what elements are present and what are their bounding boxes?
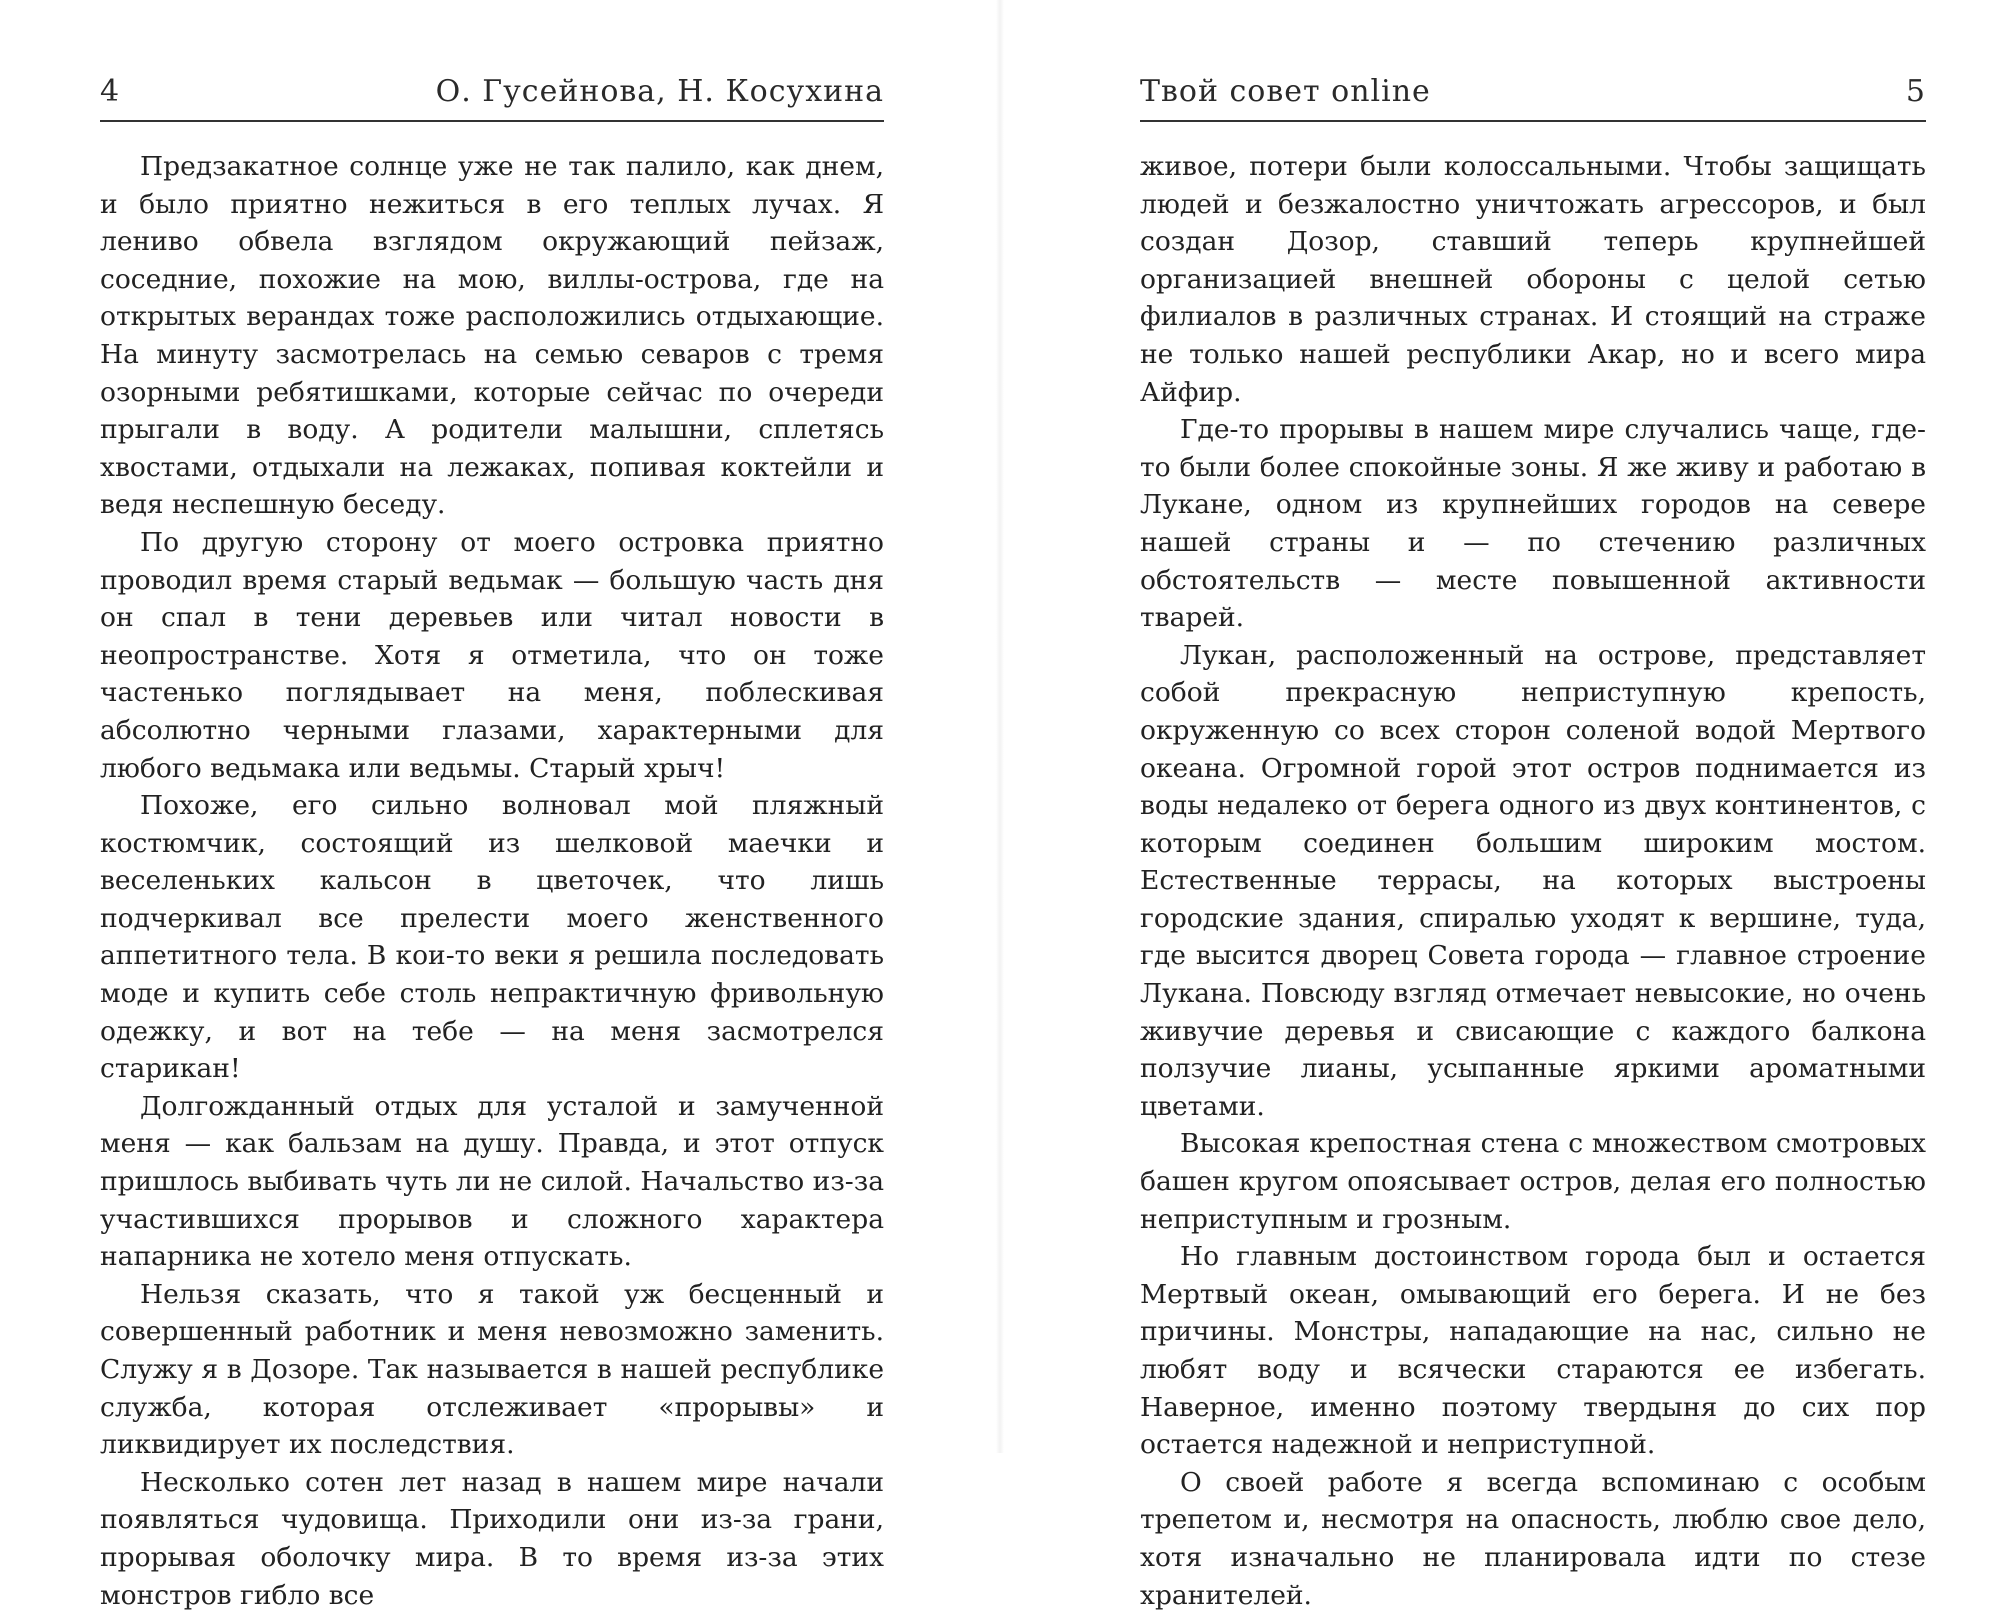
paragraph: Где-то прорывы в нашем мире случались чаще, где-то были более спокойные зоны. Я же живу и работаю в Лукане, одном из крупнейших городов на севере нашей страны и — по стечению различных обстоятельств — месте повышенной активности тварей. <box>1140 414 1926 634</box>
paragraph: Предзакатное солнце уже не так палило, как днем, и было приятно нежиться в его теплых лучах. Я лениво обвела взглядом окружающий пейзаж, соседние, похожие на мою, виллы-острова, где на открытых верандах тоже расположились отдыхающие. На минуту засмотрелась на семью севаров с тремя озорными ребятишками, которые сейчас по очереди прыгали в воду. А родители малышни, сплетясь хвостами, отдыхали на лежаках, попивая коктейли и ведя неспешную беседу. <box>100 151 884 521</box>
paragraph: Долгожданный отдых для усталой и замученной меня — как бальзам на душу. Правда, и этот отпуск пришлось выбивать чуть ли не силой. Начальство из-за участившихся прорывов и сложного характера напарника не хотело меня отпускать. <box>100 1090 884 1273</box>
paragraph: О своей работе я всегда вспоминаю с особым трепетом и, несмотря на опасность, люблю свое дело, хотя изначально не планировала идти по стезе хранителей. <box>1140 1466 1926 1611</box>
left-page-body <box>100 148 884 1614</box>
paragraph: Высокая крепостная стена с множеством смотровых башен кругом опоясывает остров, делая его полностью неприступным и грозным. <box>1140 1128 1926 1235</box>
paragraph: Но главным достоинством города был и остается Мертвый океан, омывающий его берега. И не без причины. Монстры, нападающие на нас, сильно не любят воду и всячески стараются ее избегать. Наверное, именно поэтому твердыня до сих пор остается надежной и неприступной. <box>1140 1241 1926 1461</box>
left-page-header <box>100 64 884 122</box>
paragraph-continuation: живое, потери были колоссальными. Чтобы защищать людей и безжалостно уничтожать агрессоров, и был создан Дозор, ставший теперь крупнейшей организацией внешней обороны с целой сетью филиалов в различных странах. И стоящий на страже не только нашей республики Акар, но и всего мира Айфир. <box>1140 151 1926 408</box>
right-page-header <box>1140 64 1926 122</box>
paragraph: Несколько сотен лет назад в нашем мире начали появляться чудовища. Приходили они из-за грани, прорывая оболочку мира. В то время из-за этих монстров гибло все <box>100 1466 884 1611</box>
right-page-body <box>1140 148 1926 1614</box>
paragraph: Похоже, его сильно волновал мой пляжный костюмчик, состоящий из шелковой маечки и веселеньких кальсон в цветочек, что лишь подчеркивал все прелести моего женственного аппетитного тела. В кои-то веки я решила последовать моде и купить себе столь непрактичную фривольную одежку, и вот на тебе — на меня засмотрелся старикан! <box>100 790 884 1085</box>
page-number: 4 <box>100 74 121 109</box>
running-title-book: Твой совет online <box>1140 74 1431 109</box>
paragraph: Нельзя сказать, что я такой уж бесценный и совершенный работник и меня невозможно заменить. Служу я в Дозоре. Так называется в нашей республике служба, которая отслеживает «прорывы» и ликвидирует их последствия. <box>100 1278 884 1461</box>
paragraph: Лукан, расположенный на острове, представляет собой прекрасную неприступную крепость, окруженную со всех сторон соленой водой Мертвого океана. Огромной горой этот остров поднимается из воды недалеко от берега одного из двух континентов, с которым соединен большим широким мостом. Естественные террасы, на которых выстроены городские здания, спиралью уходят к вершине, туда, где высится дворец Совета города — главное строение Лукана. Повсюду взгляд отмечает невысокие, но очень живучие деревья и свисающие с каждого балкона ползучие лианы, усыпанные яркими ароматными цветами. <box>1140 639 1926 1122</box>
left-page <box>0 0 1000 1611</box>
page-number: 5 <box>1905 74 1926 109</box>
running-title-authors: О. Гусейнова, Н. Косухина <box>435 74 884 109</box>
right-page <box>1000 0 2000 1611</box>
paragraph: По другую сторону от моего островка приятно проводил время старый ведьмак — большую часть дня он спал в тени деревьев или читал новости в неопространстве. Хотя я отметила, что он тоже частенько поглядывает на меня, поблескивая абсолютно черными глазами, характерными для любого ведьмака или ведьмы. Старый хрыч! <box>100 526 884 784</box>
